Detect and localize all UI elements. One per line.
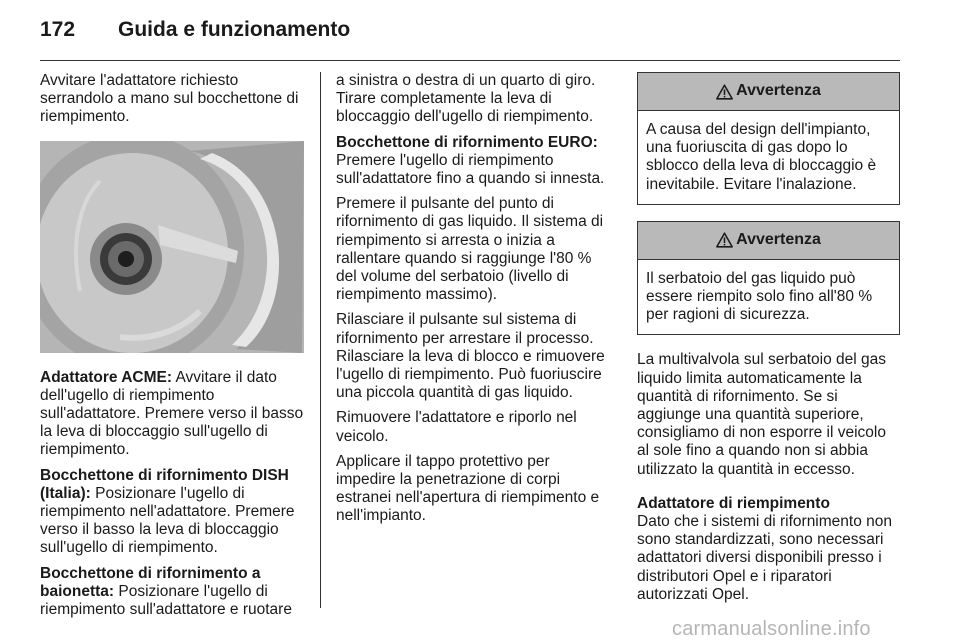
- warning-triangle-icon: [716, 84, 733, 100]
- header-rule: [40, 60, 900, 61]
- acme-paragraph: [40, 369, 306, 460]
- intro-paragraph: Avvitare l'adattatore richiesto serrandolo a mano sul bocchettone di riempimento.: [40, 72, 299, 126]
- bayonet-paragraph: [40, 565, 306, 620]
- protective-cap-paragraph: Applicare il tappo protettivo per impedire la penetrazione di corpi estranei nell'apertura di riempimento e nell'impianto.: [336, 452, 600, 525]
- watermark: carmanualsonline.info: [672, 618, 871, 640]
- column-1: [40, 72, 306, 626]
- warning-header: [638, 73, 899, 111]
- fuel-filler-illustration: [40, 141, 304, 353]
- button-paragraph: Premere il pulsante del punto di rifornimento di gas liquido. Il sistema di riempimento si arresta o inizia a rallentare quando si raggiunge l'80 % del volume del serbatoio (livello di riempimento massimo).: [336, 195, 604, 304]
- page-header: [40, 18, 350, 48]
- warning-box: [637, 72, 900, 205]
- euro-paragraph: [336, 134, 606, 189]
- remove-adapter-paragraph: Rimuovere l'adattatore e riporlo nel veicolo.: [336, 409, 577, 445]
- column-3: [637, 72, 900, 611]
- adapter-paragraph: [637, 495, 900, 604]
- warning-title: Avvertenza: [736, 231, 821, 249]
- column-2: [336, 72, 606, 533]
- warning-text: A causa del design dell'impianto, una fuoriuscita di gas dopo lo sblocco della leva di bloccaggio è inevitabile. Evitare l'inalazione.: [646, 121, 877, 193]
- column-divider: [320, 72, 321, 608]
- warning-text: Il serbatoio del gas liquido può essere riempito solo fino all'80 % per ragioni di sicurezza.: [646, 269, 873, 324]
- euro-text: Premere l'ugello di riempimento sull'adattatore fino a quando si innesta.: [336, 151, 605, 188]
- rotate-paragraph: a sinistra o destra di un quarto di giro. Tirare completamente la leva di bloccaggio dell'ugello di riempimento.: [336, 72, 596, 126]
- dish-paragraph: [40, 467, 306, 558]
- euro-label: Bocchettone di rifornimento EURO:: [336, 133, 598, 151]
- warning-header: [638, 222, 899, 260]
- dish-label: Bocchettone di rifornimento DISH (Italia):: [40, 466, 289, 502]
- adapter-text: Dato che i sistemi di rifornimento non sono standardizzati, sono necessari adattatori diversi disponibili presso i distributori Opel e i riparatori autorizzati Opel.: [637, 513, 893, 603]
- release-paragraph: Rilasciare il pulsante sul sistema di rifornimento per arrestare il processo. Rilasciare la leva di blocco e rimuovere l'ugello di riempimento. Può fuoriuscire una piccola quantità di gas liquido.: [336, 311, 605, 402]
- bayonet-text: Posizionare l'ugello di riempimento sull'adattatore e ruotare: [40, 582, 292, 619]
- acme-text: Avvitare il dato dell'ugello di riempimento sull'adattatore. Premere verso il basso la leva di bloccaggio sull'ugello di riempimento.: [40, 368, 304, 459]
- adapter-heading: Adattatore di riempimento: [637, 494, 830, 512]
- page-title: Guida e funzionamento: [118, 18, 351, 41]
- acme-label: Adattatore ACME:: [40, 368, 173, 386]
- warning-title: Avvertenza: [736, 82, 821, 100]
- bayonet-label: Bocchettone di rifornimento a baionetta:: [40, 564, 261, 600]
- warning-box: [637, 221, 900, 336]
- page-number: 172: [40, 18, 76, 41]
- dish-text: Posizionare l'ugello di riempimento nell'adattatore. Premere verso il basso la leva di bloccaggio sull'ugello di riempimento.: [40, 484, 295, 557]
- warning-triangle-icon: [716, 232, 733, 248]
- fuel-filler-photo: [40, 141, 304, 353]
- multivalve-paragraph: La multivalvola sul serbatoio del gas liquido limita automaticamente la quantità di rifornimento. Se si aggiunge una quantità superiore, consigliamo di non esporre il veicolo al sole fino a quando non si abbia utilizzato la quantità in eccesso.: [637, 351, 886, 478]
